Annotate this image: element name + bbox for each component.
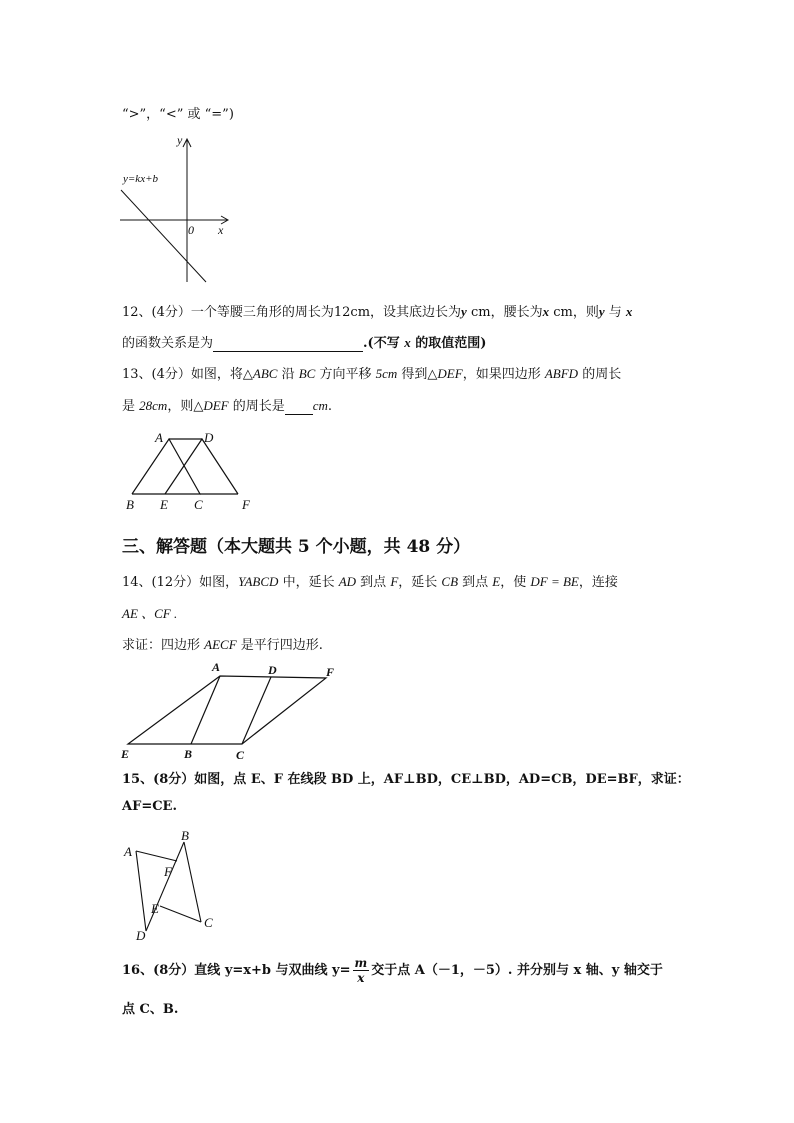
segment-af	[136, 851, 177, 861]
q13-line2: 是 28cm，则△DEF 的周长是 cm.	[122, 398, 333, 414]
label-B: B	[181, 828, 189, 843]
section-heading: 三、解答题（本大题共 5 个小题，共 48 分）	[122, 537, 471, 557]
perpendicular-segments-figure	[118, 826, 228, 946]
linear-function-graph	[115, 130, 240, 290]
label-D: D	[204, 430, 214, 445]
triangle-def	[165, 439, 238, 494]
label-C: C	[204, 915, 213, 930]
segment-ce	[160, 906, 201, 922]
q12-line2: 的函数关系是为 .(不写 x 的取值范围)	[122, 335, 487, 351]
q12-line1: 12、(4分）一个等腰三角形的周长为12cm，设其底边长为y cm，腰长为x cm，则y 与 x	[122, 304, 633, 320]
label-E: E	[121, 747, 130, 761]
label-F: F	[164, 864, 172, 879]
q11-tail-text: “>”，“<” 或 “=”)	[122, 107, 234, 122]
origin-label: 0	[188, 223, 194, 237]
answer-blank-13[interactable]	[285, 399, 313, 415]
parallelogram-aecf	[128, 676, 326, 744]
q14-line1: 14、(12分）如图，YABCD 中，延长 AD 到点 F，延长 CB 到点 E，使 DF = BE，连接	[122, 574, 618, 590]
label-A: A	[155, 430, 163, 445]
triangle-abc	[132, 439, 200, 494]
label-A: A	[212, 660, 221, 674]
parallelogram-figure	[118, 660, 348, 768]
label-B: B	[126, 497, 134, 512]
label-F: F	[326, 665, 335, 679]
translation-triangles-figure	[120, 428, 265, 516]
y-axis-label: y	[177, 133, 183, 147]
q15-line1: 15、(8分）如图，点 E、F 在线段 BD 上，AF⊥BD，CE⊥BD，AD=CB，DE=BF，求证：	[122, 772, 690, 787]
line-label: y=kx+b	[123, 173, 158, 185]
label-A: A	[124, 844, 132, 859]
label-C: C	[236, 748, 245, 762]
label-D: D	[136, 928, 146, 943]
segment-bc	[184, 842, 201, 922]
label-E: E	[160, 497, 168, 512]
q16-line1: 16、(8分）直线 y=x+b 与双曲线 y= $\frac{m}{x}$ 交于点 A（－1，－5）. 并分别与 x 轴、y 轴交于	[122, 956, 663, 985]
label-F: F	[242, 497, 250, 512]
q15-line2: AF=CE.	[122, 799, 177, 814]
label-C: C	[194, 497, 203, 512]
q13-line1: 13、(4分）如图，将△ABC 沿 BC 方向平移 5cm 得到△DEF，如果四边形 ABFD 的周长	[122, 366, 622, 382]
label-B: B	[184, 747, 193, 761]
q16-line2: 点 C、B.	[122, 1002, 179, 1017]
answer-blank[interactable]	[213, 336, 363, 352]
label-D: D	[268, 663, 277, 677]
x-axis-label: x	[218, 223, 224, 237]
label-E: E	[151, 901, 159, 916]
segment-dc	[242, 677, 271, 744]
segment-ad	[136, 851, 146, 931]
fraction-m-over-x: $\frac{m}{x}$	[354, 956, 368, 985]
q14-prove: 求证：四边形 AECF 是平行四边形.	[122, 637, 323, 653]
q14-line2: AE 、CF .	[122, 606, 178, 621]
